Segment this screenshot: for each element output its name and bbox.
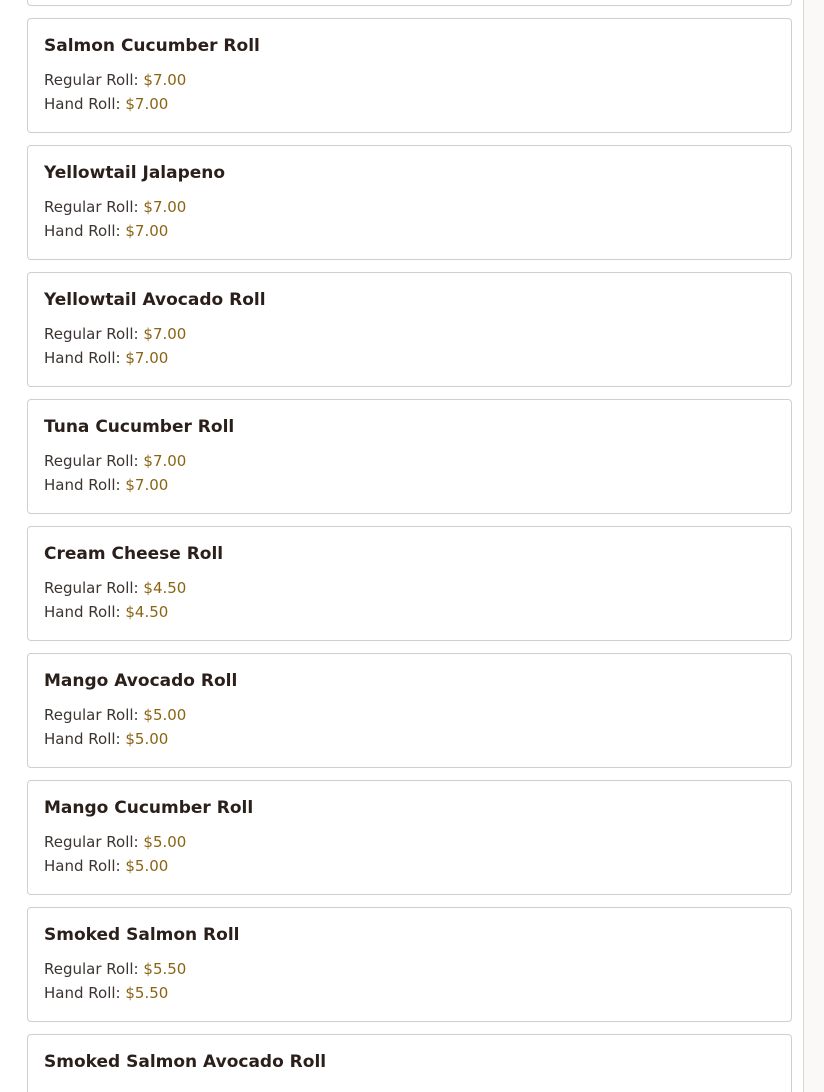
hand-roll-label: Hand Roll:: [44, 95, 121, 113]
hand-roll-label: Hand Roll:: [44, 476, 121, 494]
menu-item-card[interactable]: [27, 18, 792, 133]
regular-roll-label: Regular Roll:: [44, 452, 139, 470]
hand-roll-price: $7.00: [125, 476, 169, 494]
menu-item-name: Tuna Cucumber Roll: [44, 417, 235, 437]
regular-roll-price-line: [44, 703, 775, 727]
menu-item-card[interactable]: [27, 780, 792, 895]
menu-item-card[interactable]: [27, 526, 792, 641]
hand-roll-price-line: [44, 981, 775, 1005]
hand-roll-price-line: [44, 854, 775, 878]
menu-item-name: Mango Cucumber Roll: [44, 798, 254, 818]
menu-item-card[interactable]: [27, 653, 792, 768]
menu-item-name: Salmon Cucumber Roll: [44, 36, 260, 56]
menu-item-card[interactable]: [27, 907, 792, 1022]
regular-roll-price: $7.00: [143, 452, 187, 470]
hand-roll-label: Hand Roll:: [44, 349, 121, 367]
hand-roll-price: $5.50: [125, 984, 169, 1002]
regular-roll-price: $7.00: [143, 71, 187, 89]
hand-roll-label: Hand Roll:: [44, 222, 121, 240]
menu-item-name: Smoked Salmon Roll: [44, 925, 240, 945]
regular-roll-price: $5.50: [143, 960, 187, 978]
menu-item-card[interactable]: [27, 1034, 792, 1092]
hand-roll-price-line: [44, 92, 775, 116]
hand-roll-price: $5.00: [125, 730, 169, 748]
regular-roll-price-line: [44, 576, 775, 600]
menu-item-name: Yellowtail Jalapeno: [44, 163, 226, 183]
hand-roll-price: $7.00: [125, 95, 169, 113]
regular-roll-label: Regular Roll:: [44, 71, 139, 89]
hand-roll-price: $5.00: [125, 857, 169, 875]
regular-roll-price-line: [44, 830, 775, 854]
menu-item-name: Smoked Salmon Avocado Roll: [44, 1052, 327, 1072]
menu-item-card[interactable]: [27, 145, 792, 260]
regular-roll-price: $4.50: [143, 579, 187, 597]
menu-item-name: Cream Cheese Roll: [44, 544, 224, 564]
hand-roll-label: Hand Roll:: [44, 730, 121, 748]
menu-item-name: Yellowtail Avocado Roll: [44, 290, 266, 310]
hand-roll-price-line: [44, 727, 775, 751]
regular-roll-label: Regular Roll:: [44, 325, 139, 343]
menu-item-card[interactable]: [27, 399, 792, 514]
hand-roll-price: $7.00: [125, 349, 169, 367]
regular-roll-price-line: [44, 68, 775, 92]
regular-roll-price-line: [44, 322, 775, 346]
hand-roll-label: Hand Roll:: [44, 857, 121, 875]
menu-item-list: [27, 0, 792, 1092]
hand-roll-price-line: [44, 346, 775, 370]
hand-roll-price-line: [44, 219, 775, 243]
hand-roll-label: Hand Roll:: [44, 603, 121, 621]
regular-roll-price: $5.00: [143, 833, 187, 851]
regular-roll-label: Regular Roll:: [44, 833, 139, 851]
hand-roll-label: Hand Roll:: [44, 984, 121, 1002]
hand-roll-price-line: [44, 600, 775, 624]
regular-roll-label: Regular Roll:: [44, 960, 139, 978]
regular-roll-price-line: [44, 957, 775, 981]
regular-roll-label: Regular Roll:: [44, 198, 139, 216]
hand-roll-price-line: [44, 473, 775, 497]
regular-roll-price-line: [44, 195, 775, 219]
menu-item-card[interactable]: [27, 0, 792, 6]
hand-roll-price: $7.00: [125, 222, 169, 240]
regular-roll-label: Regular Roll:: [44, 706, 139, 724]
regular-roll-price-line: [44, 449, 775, 473]
menu-item-name: Mango Avocado Roll: [44, 671, 238, 691]
regular-roll-price: $7.00: [143, 198, 187, 216]
menu-item-card[interactable]: [27, 272, 792, 387]
hand-roll-price: $4.50: [125, 603, 169, 621]
regular-roll-price: $5.00: [143, 706, 187, 724]
regular-roll-label: Regular Roll:: [44, 579, 139, 597]
regular-roll-price: $7.00: [143, 325, 187, 343]
